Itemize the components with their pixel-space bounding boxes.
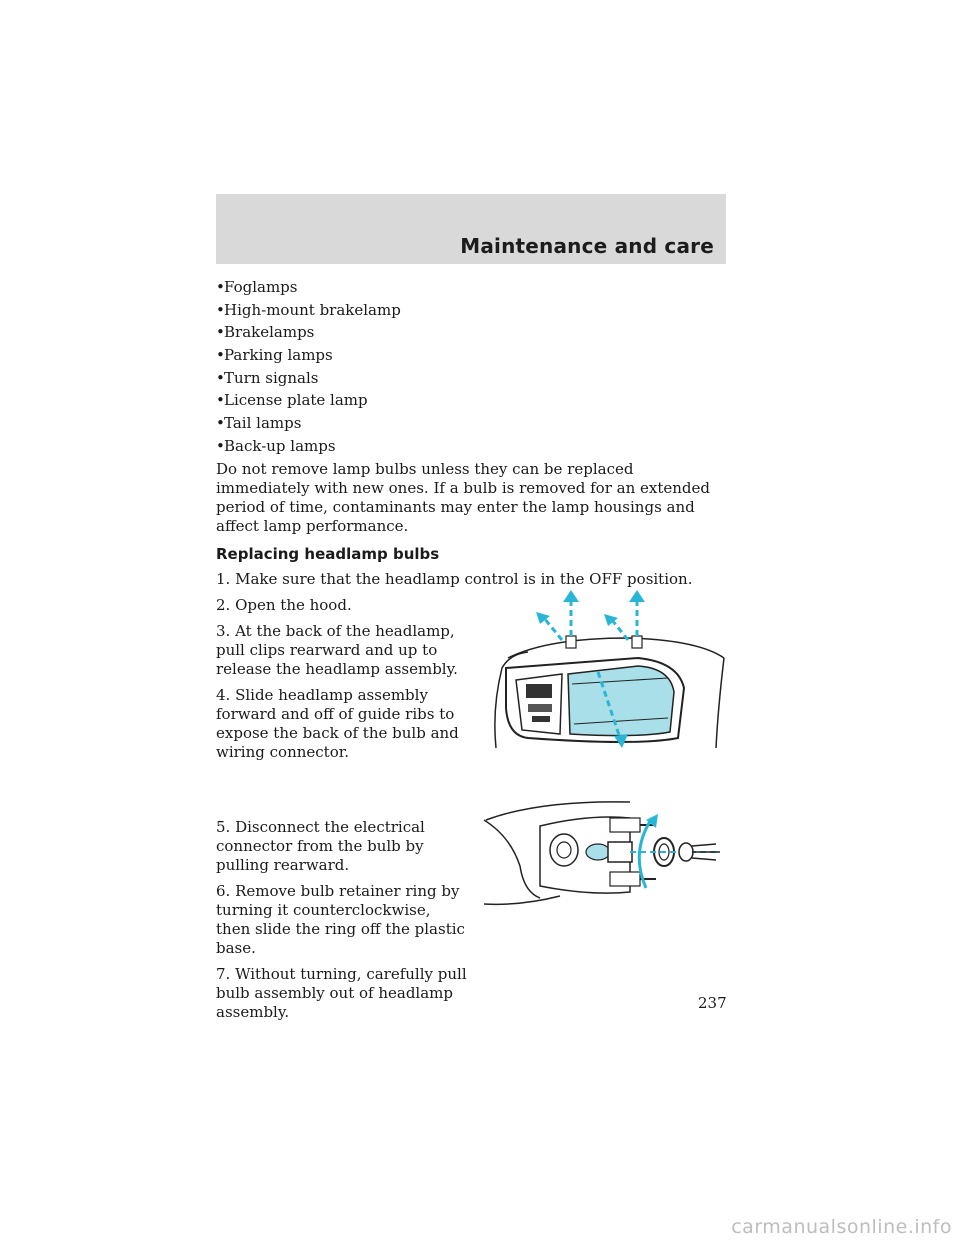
list-item-text: Turn signals bbox=[224, 368, 319, 387]
list-item bbox=[216, 391, 728, 414]
list-item bbox=[216, 346, 728, 369]
step-1: 1. Make sure that the headlamp control is in the OFF position. bbox=[216, 569, 693, 588]
lamp-bullet-list bbox=[216, 278, 728, 460]
list-item-text: Brakelamps bbox=[224, 323, 315, 342]
list-item-text: License plate lamp bbox=[224, 391, 368, 410]
list-item bbox=[216, 278, 728, 301]
list-item bbox=[216, 414, 728, 437]
list-item bbox=[216, 323, 728, 346]
list-item-text: High-mount brakelamp bbox=[224, 300, 401, 319]
bullet-glyph: • bbox=[216, 414, 225, 433]
step-6: 6. Remove bulb retainer ring by turning it counterclockwise, then slide the ring off the plastic base. bbox=[216, 881, 465, 957]
headlamp-assembly-drawing bbox=[488, 588, 726, 760]
step-5: 5. Disconnect the electrical connector from the bulb by pulling rearward. bbox=[216, 817, 425, 874]
bullet-glyph: • bbox=[216, 346, 225, 365]
bulb-assembly-drawing bbox=[480, 796, 728, 916]
warning-paragraph: Do not remove lamp bulbs unless they can be replaced immediately with new ones. If a bulb is removed for an extended period of time, contaminants may enter the lamp housings and affect lamp performance. bbox=[216, 459, 710, 535]
list-item-text: Tail lamps bbox=[224, 414, 302, 433]
list-item-text: Foglamps bbox=[224, 278, 298, 296]
list-item bbox=[216, 437, 728, 460]
bullet-glyph: • bbox=[216, 323, 225, 342]
section-header-band bbox=[216, 194, 726, 264]
bullet-glyph: • bbox=[216, 368, 225, 387]
step-7: 7. Without turning, carefully pull bulb assembly out of headlamp assembly. bbox=[216, 964, 467, 1021]
bulb-removal-illustration bbox=[480, 796, 728, 916]
list-item-text: Parking lamps bbox=[224, 346, 333, 365]
bullet-glyph: • bbox=[216, 278, 225, 296]
bullet-glyph: • bbox=[216, 436, 225, 455]
list-item bbox=[216, 369, 728, 392]
list-item bbox=[216, 301, 728, 324]
step-4: 4. Slide headlamp assembly forward and off of guide ribs to expose the back of the bulb and wiring connector. bbox=[216, 685, 459, 761]
section-heading: Replacing headlamp bulbs bbox=[216, 544, 440, 563]
page-number: 237 bbox=[698, 994, 727, 1012]
step-3: 3. At the back of the headlamp, pull clips rearward and up to release the headlamp assembly. bbox=[216, 621, 458, 678]
bullet-glyph: • bbox=[216, 300, 225, 319]
headlamp-release-illustration bbox=[488, 588, 726, 760]
section-title: Maintenance and care bbox=[460, 234, 714, 258]
step-2: 2. Open the hood. bbox=[216, 595, 352, 614]
bullet-glyph: • bbox=[216, 391, 225, 410]
list-item-text: Back-up lamps bbox=[224, 436, 336, 455]
watermark-text: carmanualsonline.info bbox=[731, 1216, 952, 1238]
